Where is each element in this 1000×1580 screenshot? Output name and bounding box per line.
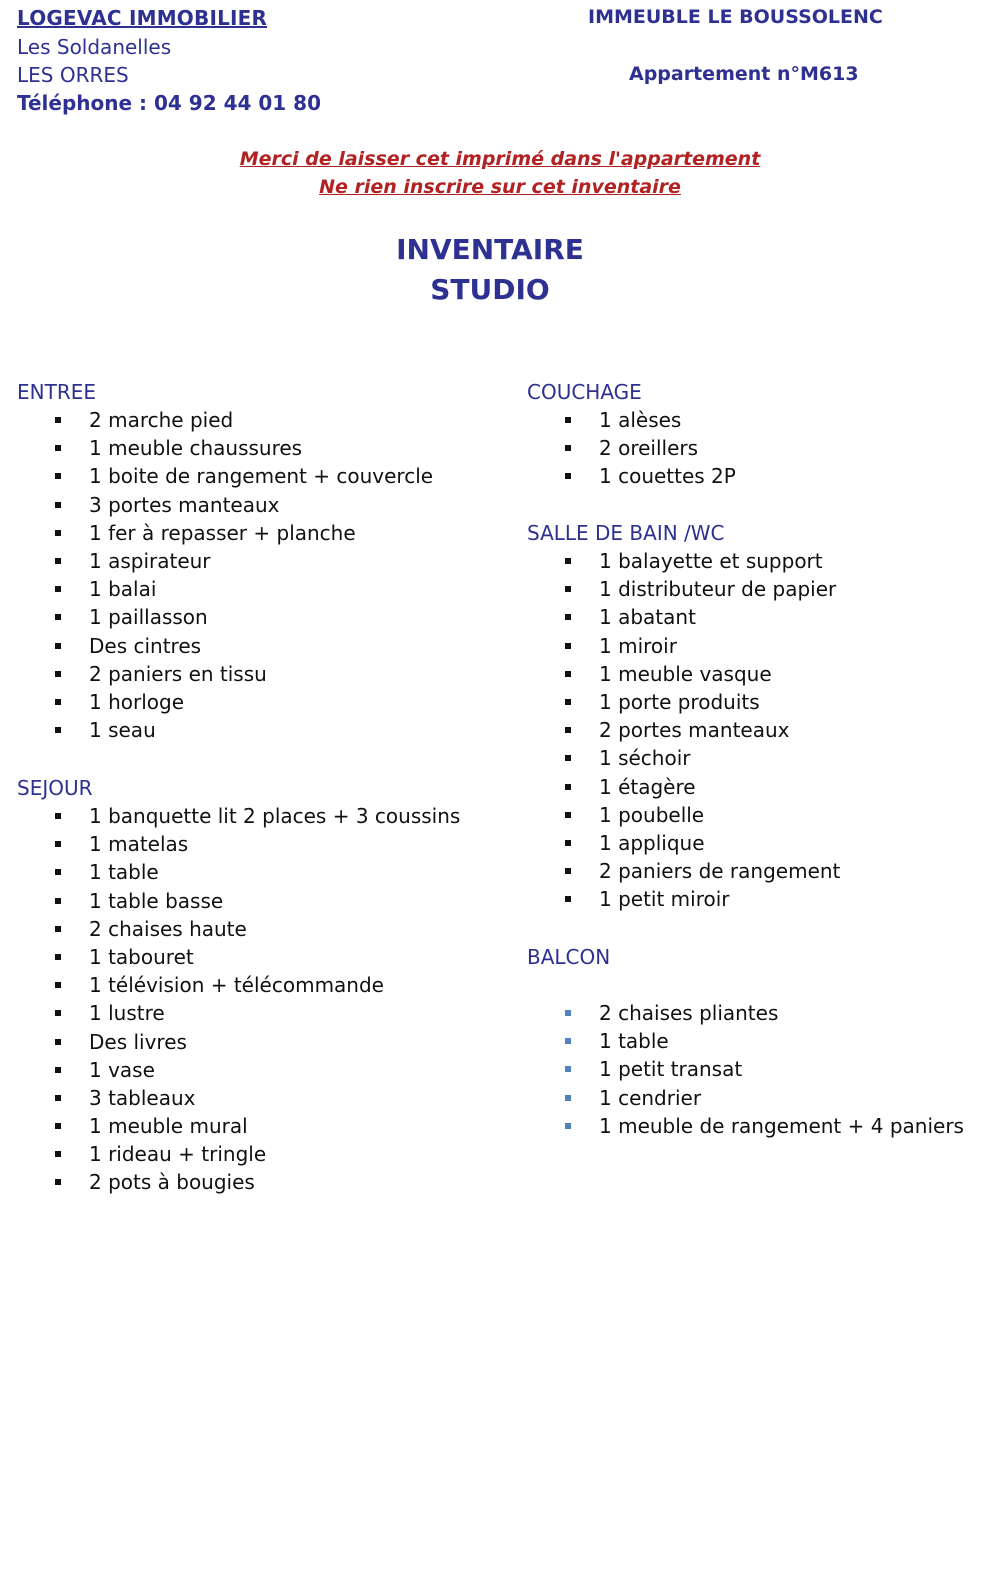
square-bullet-icon	[55, 417, 61, 423]
item-list-sejour	[17, 802, 461, 1197]
square-bullet-icon	[565, 1095, 571, 1101]
list-item-text: 3 tableaux	[89, 1085, 196, 1110]
list-item	[527, 575, 837, 603]
square-bullet-icon	[55, 445, 61, 451]
list-item	[17, 999, 165, 1027]
list-item-text: 2 pots à bougies	[89, 1170, 255, 1195]
list-item	[17, 858, 159, 886]
list-item	[527, 603, 725, 631]
list-item-text: 1 table	[599, 1029, 669, 1054]
list-item-text: 1 rideau + tringle	[89, 1142, 267, 1167]
square-bullet-icon	[55, 982, 61, 988]
list-item	[17, 915, 247, 943]
square-bullet-icon	[565, 896, 571, 902]
square-bullet-icon	[565, 558, 571, 564]
list-item-text: 1 porte produits	[599, 689, 760, 714]
list-item	[17, 971, 384, 999]
list-item-text: 1 couettes 2P	[599, 464, 736, 489]
list-item	[17, 519, 356, 547]
square-bullet-icon	[565, 868, 571, 874]
list-item	[17, 1168, 255, 1196]
square-bullet-icon	[565, 699, 571, 705]
list-item	[527, 1055, 743, 1083]
square-bullet-icon	[565, 671, 571, 677]
list-item-text: 1 poubelle	[599, 802, 705, 827]
list-item-text: 1 abatant	[599, 605, 696, 630]
square-bullet-icon	[55, 954, 61, 960]
square-bullet-icon	[55, 530, 61, 536]
item-list-balcon	[527, 999, 964, 1140]
building-name: IMMEUBLE LE BOUSSOLENC	[588, 6, 883, 28]
list-item	[527, 885, 730, 913]
square-bullet-icon	[55, 671, 61, 677]
list-item-text: 1 tabouret	[89, 944, 194, 969]
square-bullet-icon	[55, 841, 61, 847]
list-item	[17, 660, 267, 688]
square-bullet-icon	[565, 614, 571, 620]
list-item-text: 3 portes manteaux	[89, 492, 280, 517]
square-bullet-icon	[55, 1010, 61, 1016]
square-bullet-icon	[55, 1151, 61, 1157]
list-item-text: 1 balayette et support	[599, 549, 823, 573]
item-list-entree	[17, 406, 434, 744]
phone-number: Téléphone : 04 92 44 01 80	[17, 91, 322, 115]
list-item	[527, 547, 823, 575]
list-item-text: 1 table basse	[89, 888, 224, 913]
square-bullet-icon	[565, 1066, 571, 1072]
list-item-text: 1 meuble vasque	[599, 661, 772, 686]
list-item	[17, 434, 303, 462]
list-item	[17, 802, 461, 830]
list-item	[17, 406, 234, 434]
list-item	[17, 1112, 248, 1140]
list-item	[527, 716, 790, 744]
list-item-text: 1 vase	[89, 1057, 155, 1082]
square-bullet-icon	[55, 586, 61, 592]
list-item	[527, 688, 760, 716]
section-heading-balcon: BALCON	[527, 945, 611, 969]
list-item	[527, 829, 725, 857]
notice-line-1: Merci de laisser cet imprimé dans l'appartement	[239, 148, 761, 170]
list-item-text: 1 meuble chaussures	[89, 436, 303, 461]
square-bullet-icon	[565, 727, 571, 733]
list-item-text: 1 lustre	[89, 1001, 165, 1026]
section-heading-entree: ENTREE	[17, 380, 96, 404]
square-bullet-icon	[55, 1039, 61, 1045]
list-item	[527, 660, 772, 688]
list-item-text: 1 paillasson	[89, 605, 208, 630]
square-bullet-icon	[55, 1179, 61, 1185]
list-item	[527, 434, 699, 462]
list-item-text: 1 petit transat	[599, 1057, 743, 1082]
list-item-text: 1 boite de rangement + couvercle	[89, 464, 434, 489]
list-item	[527, 632, 725, 660]
list-item-text: Des livres	[89, 1029, 187, 1054]
list-item	[17, 632, 202, 660]
square-bullet-icon	[565, 840, 571, 846]
list-item-text: 1 alèses	[599, 408, 682, 432]
list-item-text: 2 marche pied	[89, 408, 234, 432]
address-line-2: LES ORRES	[17, 63, 129, 87]
square-bullet-icon	[55, 699, 61, 705]
list-item-text: 1 matelas	[89, 832, 189, 857]
list-item	[527, 1084, 702, 1112]
list-item-text: 1 étagère	[599, 774, 696, 799]
square-bullet-icon	[55, 869, 61, 875]
square-bullet-icon	[55, 898, 61, 904]
list-item	[17, 688, 185, 716]
section-sejour	[17, 774, 461, 1197]
square-bullet-icon	[55, 614, 61, 620]
list-item	[17, 943, 194, 971]
list-item-text: 1 horloge	[89, 689, 185, 714]
list-item-text: 2 paniers de rangement	[599, 859, 841, 884]
list-item-text: Des cintres	[89, 633, 202, 658]
list-item	[527, 801, 725, 829]
item-list-couchage	[527, 406, 736, 491]
list-item	[17, 887, 224, 915]
square-bullet-icon	[55, 813, 61, 819]
list-item-text: 1 fer à repasser + planche	[89, 520, 356, 545]
square-bullet-icon	[565, 586, 571, 592]
list-item	[527, 1112, 964, 1140]
notice-line-2: Ne rien inscrire sur cet inventaire	[319, 176, 681, 198]
list-item-text: 1 applique	[599, 830, 705, 855]
square-bullet-icon	[55, 643, 61, 649]
list-item-text: 1 aspirateur	[89, 548, 211, 573]
company-name: LOGEVAC IMMOBILIER	[17, 6, 268, 30]
list-item	[17, 1028, 187, 1056]
item-list-salle-de-bain	[527, 547, 841, 913]
square-bullet-icon	[565, 643, 571, 649]
list-item	[17, 1084, 196, 1112]
section-heading-couchage: COUCHAGE	[527, 380, 642, 404]
list-item	[527, 773, 725, 801]
list-item	[17, 575, 157, 603]
list-item-text: 1 distributeur de papier	[599, 577, 837, 602]
list-item-text: 1 miroir	[599, 633, 677, 658]
list-item-text: 2 oreillers	[599, 436, 699, 461]
list-item-text: 1 télévision + télécommande	[89, 973, 384, 998]
square-bullet-icon	[565, 1010, 571, 1016]
list-item-text: 2 portes manteaux	[599, 718, 790, 743]
list-item	[17, 603, 208, 631]
list-item	[17, 547, 211, 575]
square-bullet-icon	[565, 445, 571, 451]
list-item	[17, 462, 434, 490]
list-item	[527, 744, 725, 772]
list-item	[17, 716, 156, 744]
square-bullet-icon	[565, 473, 571, 479]
list-item-text: 1 balai	[89, 577, 157, 602]
list-item-text: 2 chaises pliantes	[599, 1001, 779, 1025]
square-bullet-icon	[565, 784, 571, 790]
square-bullet-icon	[55, 727, 61, 733]
section-couchage	[527, 378, 736, 491]
address-line-1: Les Soldanelles	[17, 35, 172, 59]
square-bullet-icon	[55, 1123, 61, 1129]
list-item	[17, 1056, 155, 1084]
list-item-text: 2 chaises haute	[89, 916, 247, 941]
square-bullet-icon	[55, 502, 61, 508]
section-heading-sejour: SEJOUR	[17, 776, 93, 800]
square-bullet-icon	[55, 558, 61, 564]
list-item-text: 1 banquette lit 2 places + 3 coussins	[89, 804, 461, 828]
list-item-text: 1 cendrier	[599, 1085, 702, 1110]
list-item-text: 1 séchoir	[599, 746, 691, 771]
page-title: INVENTAIRE	[396, 233, 584, 266]
section-entree	[17, 378, 434, 744]
square-bullet-icon	[55, 1095, 61, 1101]
section-balcon	[527, 943, 964, 1140]
apartment-number: Appartement n°M613	[629, 63, 859, 85]
square-bullet-icon	[55, 1067, 61, 1073]
square-bullet-icon	[55, 473, 61, 479]
list-item	[527, 406, 682, 434]
list-item	[17, 830, 189, 858]
list-item	[527, 999, 779, 1027]
square-bullet-icon	[565, 1038, 571, 1044]
square-bullet-icon	[565, 755, 571, 761]
list-item-text: 1 meuble mural	[89, 1114, 248, 1139]
list-item	[527, 462, 736, 490]
square-bullet-icon	[565, 1123, 571, 1129]
square-bullet-icon	[55, 926, 61, 932]
section-heading-salle-de-bain: SALLE DE BAIN /WC	[527, 521, 725, 545]
list-item-text: 1 petit miroir	[599, 887, 730, 912]
list-item	[527, 857, 841, 885]
page-subtitle: STUDIO	[430, 273, 550, 306]
square-bullet-icon	[565, 417, 571, 423]
square-bullet-icon	[565, 812, 571, 818]
list-item	[17, 1140, 267, 1168]
list-item-text: 1 seau	[89, 718, 156, 743]
list-item-text: 1 table	[89, 860, 159, 885]
list-item-text: 2 paniers en tissu	[89, 661, 267, 686]
list-item	[527, 1027, 669, 1055]
list-item-text: 1 meuble de rangement + 4 paniers	[599, 1113, 964, 1138]
list-item	[17, 491, 280, 519]
section-salle-de-bain	[527, 519, 841, 913]
